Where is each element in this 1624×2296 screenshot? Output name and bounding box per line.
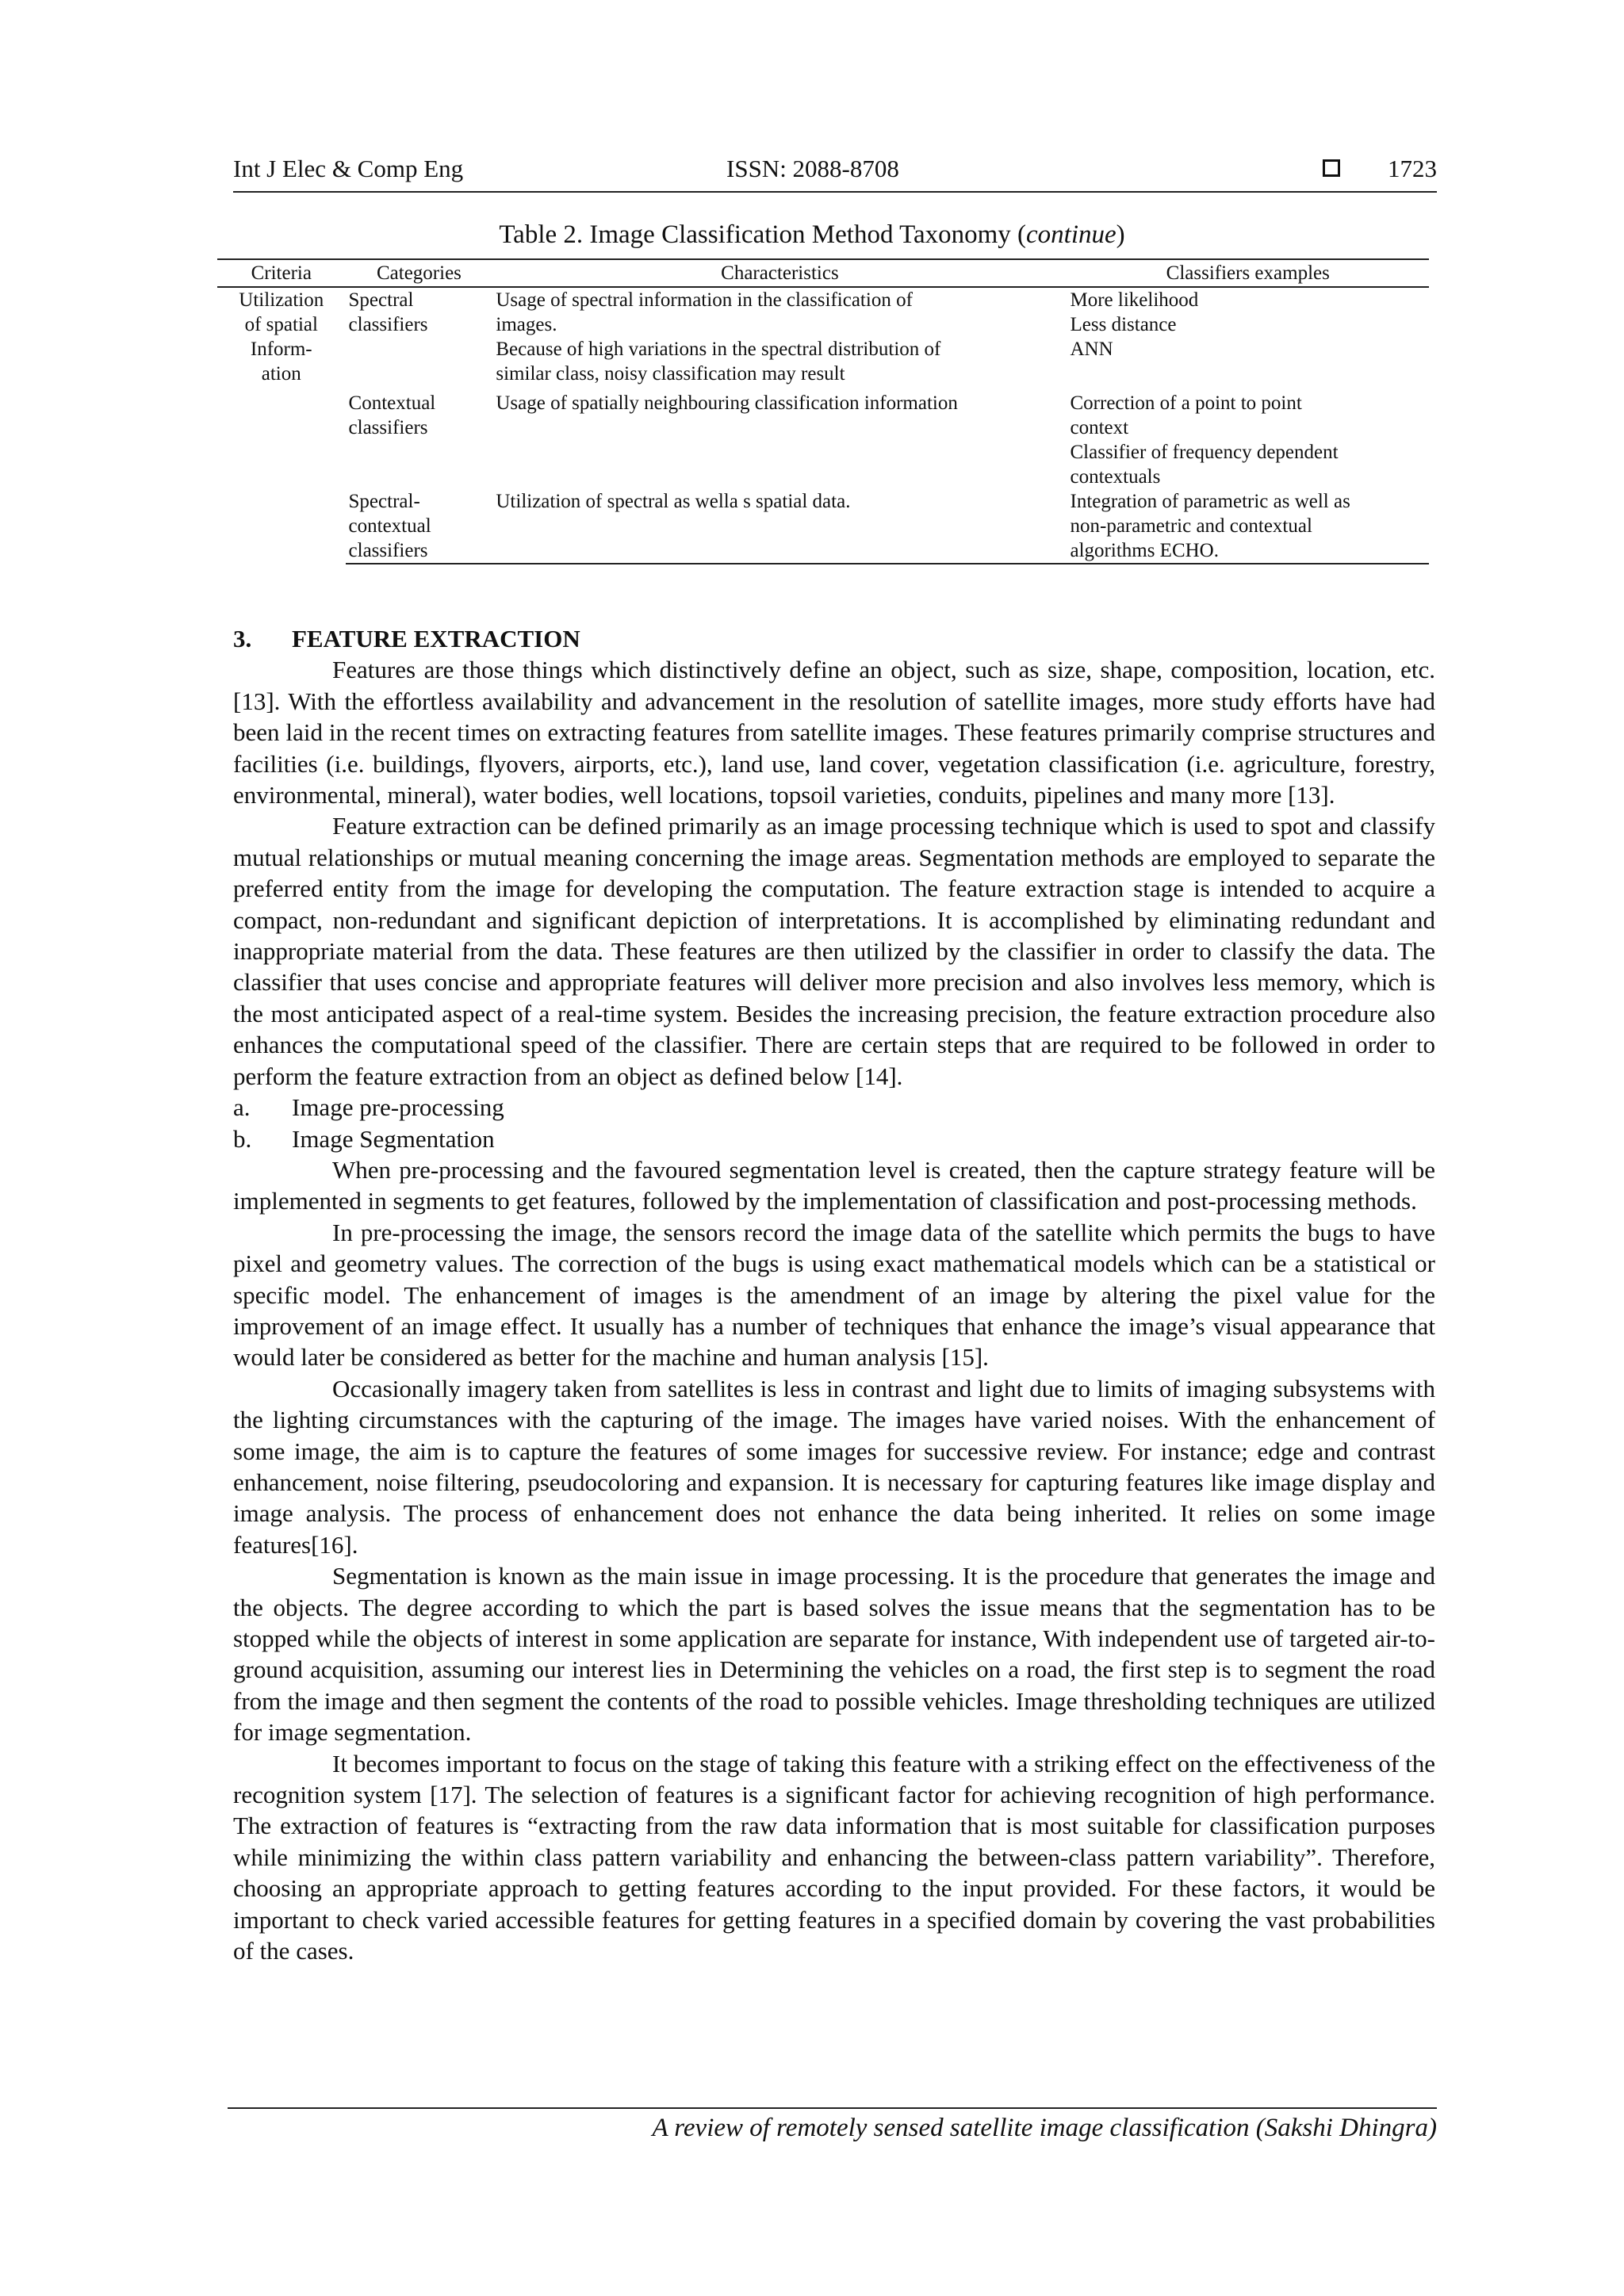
paragraph: It becomes important to focus on the stage of taking this feature with a striking effect on the effectiveness of the recognition system [17]. The selection of features is a significant factor for achieving recognition of high performance. The extraction of features is “extracting from the raw data information that is most suitable for classification purposes while minimizing the within class pattern variability and enhancing the between-class pattern variability”. Therefore, choosing an appropriate approach to getting features according to the input provided. For these factors, it would be important to check varied accessible features for getting features in a specified domain by covering the vast probabilities of the cases. <box>233 1749 1435 1965</box>
examples-cell: Correction of a point to point context Classifier of frequency dependent contextuals <box>1070 392 1339 488</box>
square-icon <box>1323 159 1340 177</box>
examples-cell: Integration of parametric as well as non-parametric and contextual algorithms ECHO. <box>1067 489 1430 564</box>
section-heading: 3. FEATURE EXTRACTION <box>233 625 580 652</box>
paragraph: When pre-processing and the favoured segmentation level is created, then the capture strategy feature will be implemented in segments to get features, followed by the implementation of classification and post-processing methods. <box>233 1155 1435 1215</box>
table-row <box>217 489 1429 564</box>
column-header: Classifiers examples <box>1067 259 1430 287</box>
page-number: 1723 <box>1388 155 1437 182</box>
criteria-cell: Utilization of spatial Inform- ation <box>239 289 324 385</box>
running-header <box>233 155 1437 193</box>
column-header: Criteria <box>217 259 346 287</box>
column-header: Categories <box>346 259 493 287</box>
column-header: Characteristics <box>492 259 1067 287</box>
table-caption: Table 2. Image Classification Method Taxonomy (continue) <box>499 220 1125 249</box>
body-text <box>233 623 1435 1966</box>
paragraph: Occasionally imagery taken from satellites is less in contrast and light due to limits of imaging subsystems with the lighting circumstances with the capturing of the image. The images have varied noises. With the enhancement of some image, the aim is to capture the features of some images for successive review. For instance; edge and contrast enhancement, noise filtering, pseudocoloring and expansion. It is necessary for capturing features like image display and image analysis. The process of enhancement does not enhance the data being inherited. It relies on some image features[16]. <box>233 1374 1435 1559</box>
category-cell: Contextual classifiers <box>348 392 436 438</box>
characteristics-cell: Utilization of spectral as wella s spatial data. <box>492 489 1067 564</box>
paragraph: Segmentation is known as the main issue in image processing. It is the procedure that generates the image and the objects. The degree according to which the part is based solves the issue means that the segmentation has to be stopped while the objects of interest in some application are separate for instance, With independent use of targeted air-to-ground acquisition, assuming our interest lies in Determining the vehicles on a road, the first step is to segment the road from the image and then segment the contents of the road to possible vehicles. Image thresholding techniques are utilized for image segmentation. <box>233 1562 1435 1747</box>
paragraph: Features are those things which distinctively define an object, such as size, shape, composition, location, etc. [13]. With the effortless availability and advancement in the resolution of satellite images, more study efforts have had been laid in the recent times on extracting features from satellite images. These features primarily comprise structures and facilities (i.e. buildings, flyovers, airports, etc.), land use, land cover, vegetation classification (i.e. agriculture, forestry, environmental, mineral), water bodies, well locations, topsoil varieties, conduits, pipelines and many more [13]. <box>233 656 1435 809</box>
table-row <box>217 386 1429 489</box>
characteristics-cell: Usage of spectral information in the classification of images. Because of high variations in the spectral distribution of similar class, noisy classification may result <box>496 289 941 385</box>
category-cell: Spectral- contextual classifiers <box>346 489 493 564</box>
characteristics-cell: Usage of spatially neighbouring classification information <box>496 392 958 414</box>
journal-name: Int J Elec & Comp Eng <box>233 155 464 182</box>
list-item: a. Image pre-processing <box>233 1093 504 1122</box>
issn: ISSN: 2088-8708 <box>726 155 899 182</box>
running-footer: A review of remotely sensed satellite image classification (Sakshi Dhingra) <box>228 2107 1437 2143</box>
table-header-row <box>217 259 1429 287</box>
taxonomy-table <box>217 258 1429 564</box>
examples-cell: More likelihood Less distance ANN <box>1070 289 1199 360</box>
paragraph: Feature extraction can be defined primarily as an image processing technique which is used to spot and classify mutual relationships or mutual meaning concerning the image areas. Segmentation methods are employed to separate the preferred entity from the image for developing the computation. The feature extraction stage is intended to acquire a compact, non-redundant and significant depiction of interpretations. It is accomplished by eliminating redundant and inappropriate material from the data. These features are then utilized by the classifier in order to classify the data. The classifier that uses concise and appropriate features will deliver more precision and also involves less memory, which is the most anticipated aspect of a real-time system. Besides the increasing precision, the feature extraction procedure also enhances the computational speed of the classifier. There are certain steps that are required to be followed in order to perform the feature extraction from an object as defined below [14]. <box>233 812 1435 1090</box>
table-row <box>217 287 1429 386</box>
paragraph: In pre-processing the image, the sensors record the image data of the satellite which permits the bugs to have pixel and geometry values. The correction of the bugs is using exact mathematical models which can be a statistical or specific model. The enhancement of images is the amendment of an image by altering the pixel value for the improvement of an image effect. It usually has a number of techniques that enhance the image’s visual appearance that would later be considered as better for the machine and human analysis [15]. <box>233 1218 1435 1372</box>
list-item: b. Image Segmentation <box>233 1124 495 1153</box>
category-cell: Spectral classifiers <box>348 289 428 335</box>
